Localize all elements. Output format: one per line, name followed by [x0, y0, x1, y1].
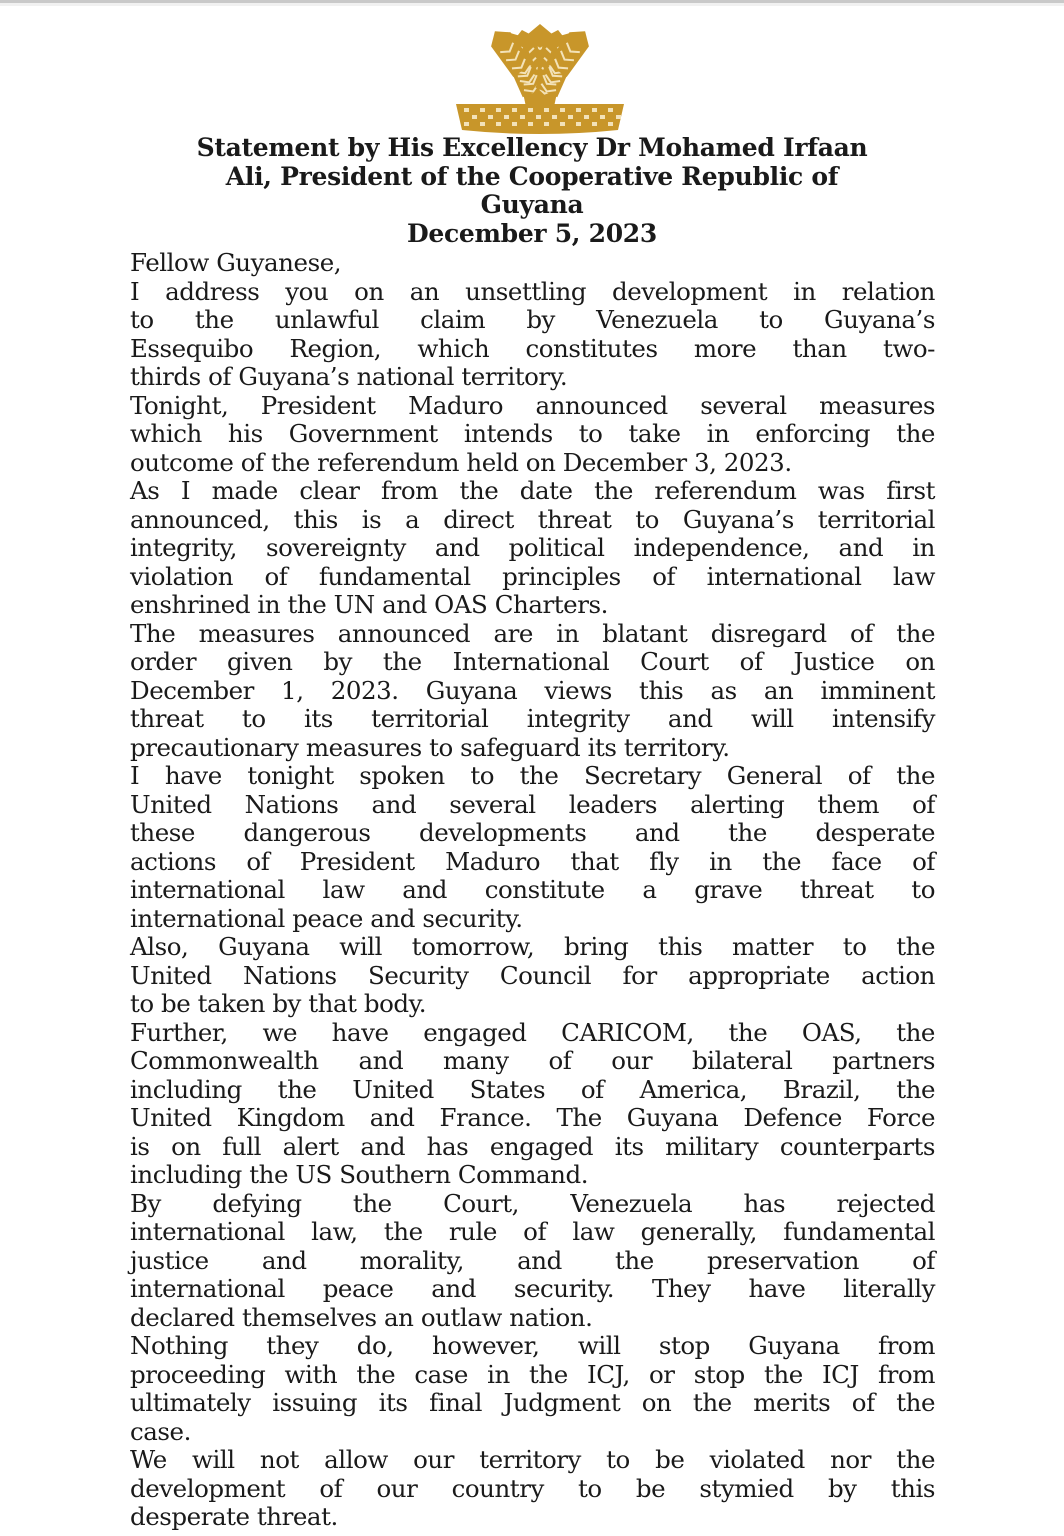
- paragraph-line: international law, the rule of law generally, fundamental: [130, 1217, 935, 1246]
- paragraph-line: precautionary measures to safeguard its territory.: [130, 732, 730, 762]
- paragraph-line: I address you on an unsettling development in relation: [130, 276, 935, 306]
- title-line-2: Ali, President of the Cooperative Republic of: [225, 161, 839, 191]
- paragraph-line: which his Government intends to take in enforcing the: [130, 419, 935, 448]
- paragraph-line: justice and morality, and the preservation of: [130, 1245, 935, 1275]
- statement-body: [130, 249, 935, 1532]
- paragraph-line: case.: [130, 1416, 191, 1446]
- paragraph-line: United Kingdom and France. The Guyana Defence Force: [130, 1103, 935, 1132]
- paragraph-line: Further, we have engaged CARICOM, the OAS, the: [130, 1017, 935, 1047]
- paragraph-line: enshrined in the UN and OAS Charters.: [130, 590, 608, 619]
- paragraph-line: As I made clear from the date the referendum was first: [130, 476, 935, 505]
- paragraph-line: Essequibo Region, which constitutes more than two-: [130, 333, 935, 363]
- paragraph-line: Nothing they do, however, will stop Guyana from: [130, 1331, 935, 1360]
- paragraph-line: By defying the Court, Venezuela has rejected: [130, 1188, 935, 1218]
- paragraph-line: threat to its territorial integrity and will intensify: [130, 704, 935, 733]
- statement-title: [110, 134, 954, 248]
- paragraph-line: international peace and security.: [130, 903, 523, 933]
- paragraph-line: Tonight, President Maduro announced several measures: [130, 390, 935, 420]
- paragraph-line: thirds of Guyana’s national territory.: [130, 362, 568, 391]
- paragraph: [130, 1019, 935, 1190]
- paragraph: [130, 392, 935, 478]
- paragraph-line: proceeding with the case in the ICJ, or stop the ICJ from: [130, 1359, 935, 1389]
- paragraph-line: Commonwealth and many of our bilateral partners: [130, 1046, 935, 1075]
- paragraph-line: development of our country to be stymied by this: [130, 1473, 935, 1503]
- paragraph: [130, 762, 935, 933]
- paragraph-line: integrity, sovereignty and political independence, and in: [130, 533, 935, 562]
- paragraph-line: United Nations Security Council for appropriate action: [130, 960, 935, 990]
- crown-of-wheat-emblem-icon: [438, 18, 642, 136]
- paragraph: [130, 477, 935, 620]
- paragraph-line: desperate threat.: [130, 1502, 338, 1531]
- paragraph: [130, 933, 935, 1019]
- paragraph-line: December 1, 2023. Guyana views this as an imminent: [130, 675, 935, 705]
- paragraph-line: announced, this is a direct threat to Guyana’s territorial: [130, 504, 935, 534]
- title-line-3: Guyana: [480, 190, 584, 219]
- paragraph-line: I have tonight spoken to the Secretary General of the: [130, 761, 935, 790]
- paragraph-line: international law and constitute a grave threat to: [130, 875, 935, 904]
- paragraph: [130, 1332, 935, 1446]
- paragraph-line: is on full alert and has engaged its military counterparts: [130, 1131, 935, 1161]
- paragraph-line: to the unlawful claim by Venezuela to Guyana’s: [130, 305, 935, 334]
- paragraph-line: including the United States of America, Brazil, the: [130, 1074, 935, 1104]
- paragraph-line: United Nations and several leaders alerting them of: [130, 789, 935, 819]
- paragraph-line: The measures announced are in blatant disregard of the: [130, 618, 935, 648]
- paragraph-line: actions of President Maduro that fly in the face of: [130, 846, 935, 876]
- paragraph-line: order given by the International Court of Justice on: [130, 647, 935, 676]
- paragraph-line: including the US Southern Command.: [130, 1160, 589, 1189]
- top-border-shadow: [0, 3, 1064, 6]
- paragraph-line: declared themselves an outlaw nation.: [130, 1302, 593, 1332]
- title-line-1: Statement by His Excellency Dr Mohamed Irfaan: [196, 133, 868, 162]
- paragraph-line: violation of fundamental principles of international law: [130, 561, 935, 591]
- paragraph: [130, 278, 935, 392]
- paragraph-line: these dangerous developments and the desperate: [130, 818, 935, 847]
- statement-date: December 5, 2023: [406, 218, 657, 248]
- paragraph: [130, 620, 935, 763]
- paragraph-line: international peace and security. They have literally: [130, 1274, 935, 1303]
- paragraph-line: ultimately issuing its final Judgment on the merits of the: [130, 1388, 935, 1417]
- paragraph: [130, 1190, 935, 1333]
- paragraph-line: Also, Guyana will tomorrow, bring this matter to the: [130, 932, 935, 961]
- paragraph: [130, 1446, 935, 1532]
- paragraph-line: outcome of the referendum held on December 3, 2023.: [130, 447, 792, 477]
- paragraph-line: We will not allow our territory to be violated nor the: [130, 1445, 935, 1474]
- salutation: Fellow Guyanese,: [130, 248, 342, 277]
- paragraph-line: to be taken by that body.: [130, 989, 427, 1018]
